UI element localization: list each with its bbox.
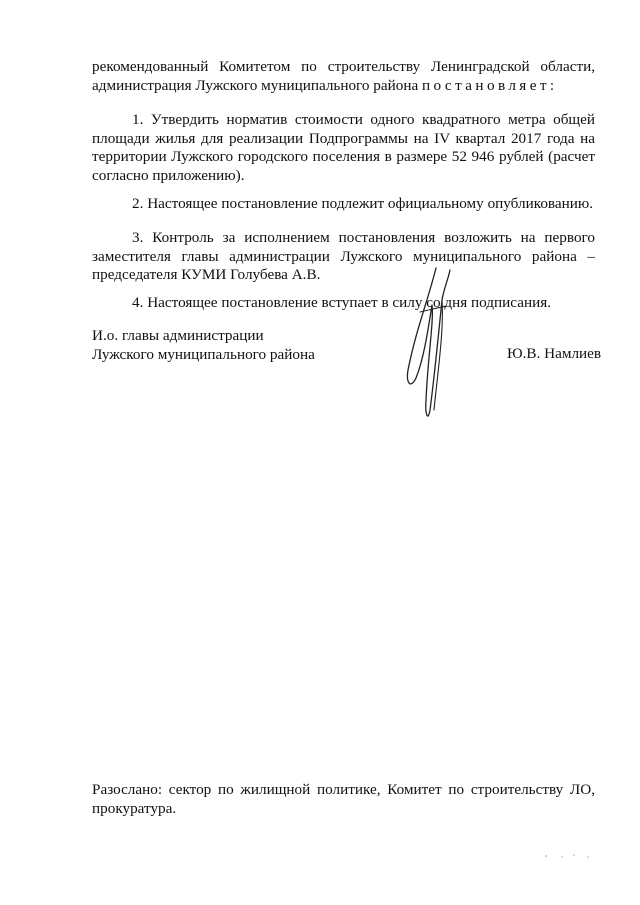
signatory-title <box>92 327 315 364</box>
item-3-line-1: 3. Контроль за исполнением постановления возложить на первого <box>132 229 595 246</box>
signatory-title-line-2: Лужского муниципального района <box>92 345 315 363</box>
item-1-line-4: согласно приложению). <box>92 166 245 184</box>
scan-specks <box>540 850 600 862</box>
item-3-line-2: заместителя главы администрации Лужского муниципального района – <box>92 247 595 265</box>
item-4-paragraph <box>92 294 595 313</box>
signatory-title-line-1: И.о. главы администрации <box>92 327 264 344</box>
handwritten-signature <box>398 260 458 430</box>
item-4-line-1: 4. Настоящее постановление вступает в силу со дня подписания. <box>132 294 551 311</box>
distribution-line-2: прокуратура. <box>92 799 177 817</box>
distribution-line-1: Разослано: сектор по жилищной политике, Комитет по строительству ЛО, <box>92 781 595 798</box>
intro-line-1: рекомендованный Комитетом по строительству Ленинградской области, <box>92 58 595 75</box>
intro-paragraph <box>92 58 595 95</box>
resolution-word: постановляет: <box>422 76 558 94</box>
item-1-line-2: площади жилья для реализации Подпрограммы на IV квартал 2017 года на <box>92 129 595 147</box>
item-1-line-3: территории Лужского городского поселения в размере 52 946 рублей (расчет <box>92 148 595 165</box>
item-2-paragraph <box>92 195 595 214</box>
distribution-paragraph <box>92 781 595 818</box>
item-3-paragraph <box>92 229 595 285</box>
item-1-line-1: 1. Утвердить норматив стоимости одного квадратного метра общей <box>132 111 595 128</box>
item-2-line-1: 2. Настоящее постановление подлежит официальному опубликованию. <box>132 195 594 212</box>
intro-line-2-text: администрация Лужского муниципального района <box>92 76 423 94</box>
intro-line-2 <box>92 77 595 96</box>
signatory-name: Ю.В. Намлиев <box>507 345 602 362</box>
item-1-paragraph <box>92 111 595 185</box>
item-3-line-3: председателя КУМИ Голубева А.В. <box>92 266 321 283</box>
